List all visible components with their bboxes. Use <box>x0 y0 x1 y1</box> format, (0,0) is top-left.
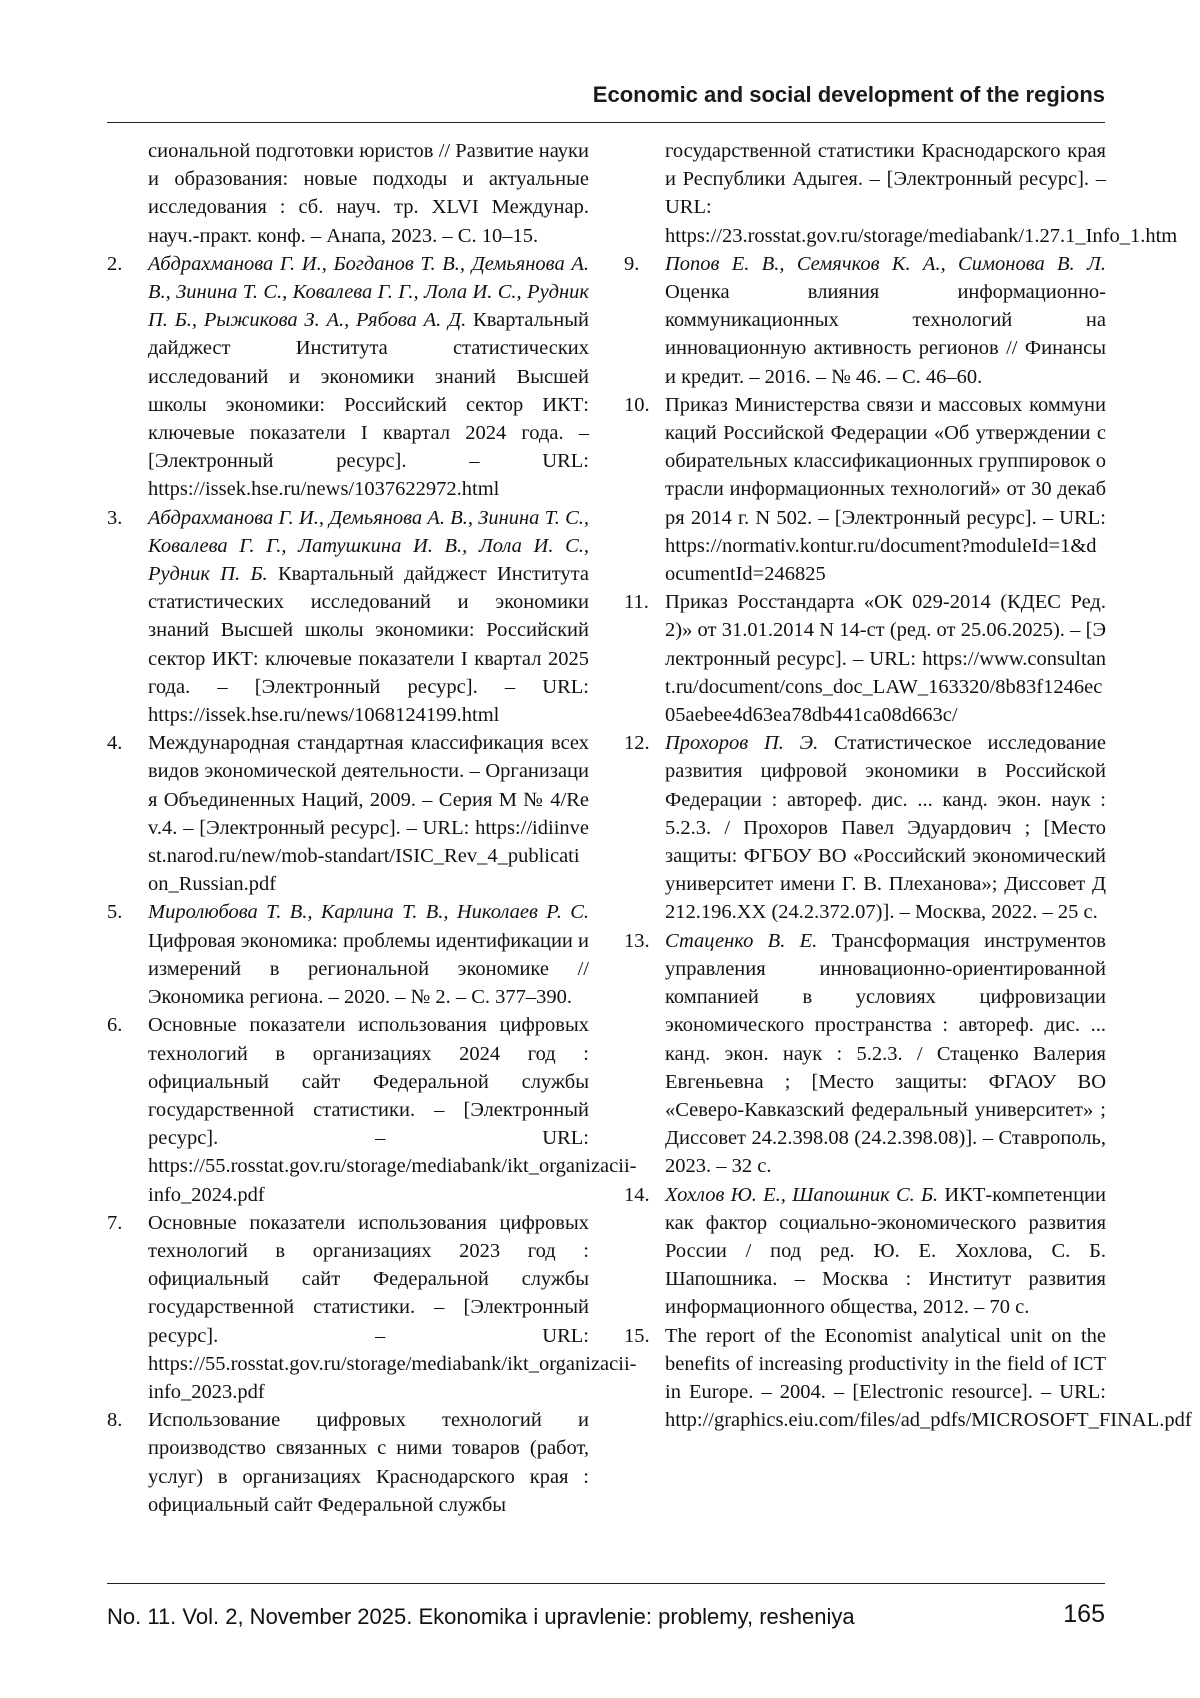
reference-item <box>107 1406 589 1519</box>
footer-citation: No. 11. Vol. 2, November 2025. Ekonomika i upravlenie: problemy, resheniya <box>107 1604 855 1630</box>
reference-text: сиональной подготовки юристов // Развитие науки и образования: новые подходы и актуальные исследования : сб. науч. тр. XLVI Междунар. науч.-практ. конф. – Анапа, 2023. – С. 10–15. <box>148 140 589 247</box>
reference-number: 15. <box>624 1322 650 1350</box>
reference-text: The report of the Economist analytical unit on the benefits of increasing productivity in the field of ICT in Europe. – 2004. – [Electronic resource]. – URL: http://graphics.eiu.com/files/ad_pdfs/MICROSOFT_FINAL.pdf <box>665 1325 1192 1432</box>
header-rule <box>107 122 1105 123</box>
reference-text: Использование цифровых технологий и производство связанных с ними товаров (работ, услуг) в организациях Краснодарского края : официальный сайт Федеральной службы <box>148 1409 589 1516</box>
reference-list-right <box>624 137 1106 1434</box>
page-number: 165 <box>1063 1600 1105 1629</box>
reference-authors: Миролюбова Т. В., Карлина Т. В., Николаев Р. С. <box>148 901 589 923</box>
reference-text: Трансформация инструментов управления инновационно-ориентированной компанией в условиях цифровизации экономического пространства : автореф. дис. ... канд. экон. наук : 5.2.3. / Стаценко Валерия Евгеньевна ; [Место защиты: ФГАОУ ВО «Северо-Кавказский федеральный университет» ; Диссовет 24.2.398.08 (24.2.398.08)]. – Ставрополь, 2023. – 32 с. <box>665 930 1106 1178</box>
reference-item <box>107 898 589 1011</box>
journal-page <box>0 0 1200 1698</box>
reference-text: ИКТ-компетенции как фактор социально-экономического развития России / под ред. Ю. Е. Хохлова, С. Б. Шапошника. – Москва : Институт развития информационного общества, 2012. – 70 с. <box>665 1184 1106 1319</box>
reference-text: Основные показатели использования цифровых технологий в организациях 2023 год : официальный сайт Федеральной службы государственной статистики. – [Электронный ресурс]. – URL: https://55.rosstat.gov.ru/storage/mediabank/ikt_organizacii-info_2023.pdf <box>148 1212 636 1403</box>
reference-number: 11. <box>624 588 649 616</box>
reference-text: Оценка влияния информационно-коммуникационных технологий на инновационную активность регионов // Финансы и кредит. – 2016. – № 46. – С. 46–60. <box>665 281 1106 388</box>
reference-item <box>107 1011 589 1208</box>
reference-number: 14. <box>624 1181 650 1209</box>
reference-authors: Абдрахманова Г. И., Богданов Т. В., Демьянова А. В., Зинина Т. С., Ковалева Г. Г., Лола И. С., Рудник П. Б., Рыжикова З. А., Рябова А. Д. <box>148 253 589 331</box>
reference-number: 7. <box>107 1209 122 1237</box>
reference-item <box>624 1322 1106 1435</box>
reference-text: государственной статистики Краснодарского края и Республики Адыгея. – [Электронный ресурс]. – URL: https://23.rosstat.gov.ru/storage/mediabank/1.27.1_Info_1.htm <box>665 140 1177 247</box>
reference-authors: Прохоров П. Э. <box>665 732 818 754</box>
reference-item <box>107 250 589 504</box>
reference-authors: Хохлов Ю. Е., Шапошник С. Б. <box>665 1184 938 1206</box>
reference-item <box>107 1209 589 1406</box>
reference-list-left <box>107 137 589 1519</box>
reference-item <box>107 729 589 898</box>
reference-item <box>624 391 1106 588</box>
reference-number: 6. <box>107 1011 122 1039</box>
reference-number: 9. <box>624 250 639 278</box>
reference-item <box>107 137 589 250</box>
reference-text: Статистическое исследование развития цифровой экономики в Российской Федерации : автореф. дис. ... канд. экон. наук : 5.2.3. / Прохоров Павел Эдуардович ; [Место защиты: ФГБОУ ВО «Российский экономический университет имени Г. В. Плеханова»; Диссовет Д 212.196.XX (24.2.372.07)]. – Москва, 2022. – 25 с. <box>665 732 1106 923</box>
reference-text: Приказ Министерства связи и массовых коммуникаций Российской Федерации «Об утверждении собирательных классификационных группировок отрасли информационных технологий» от 30 декабря 2014 г. N 502. – [Электронный ресурс]. – URL: https://normativ.kontur.ru/document?moduleId=1&documentId=246825 <box>665 394 1106 585</box>
reference-number: 8. <box>107 1406 122 1434</box>
footer-rule <box>107 1583 1105 1584</box>
reference-text: Цифровая экономика: проблемы идентификации и измерений в региональной экономике // Экономика региона. – 2020. – № 2. – С. 377–390. <box>148 930 589 1008</box>
reference-number: 12. <box>624 729 650 757</box>
reference-text: Основные показатели использования цифровых технологий в организациях 2024 год : официальный сайт Федеральной службы государственной статистики. – [Электронный ресурс]. – URL: https://55.rosstat.gov.ru/storage/mediabank/ikt_organizacii-info_2024.pdf <box>148 1014 636 1205</box>
reference-text: Квартальный дайджест Института статистических исследований и экономики знаний Высшей школы экономики: Российский сектор ИКТ: ключевые показатели I квартал 2024 года. – [Электронный ресурс]. – URL: https://issek.hse.ru/news/1037622972.html <box>148 309 589 500</box>
reference-number: 10. <box>624 391 650 419</box>
reference-item <box>624 729 1106 926</box>
reference-item <box>624 927 1106 1181</box>
reference-authors: Стаценко В. Е. <box>665 930 817 952</box>
reference-number: 3. <box>107 504 122 532</box>
running-head: Economic and social development of the regions <box>107 82 1105 108</box>
reference-authors: Абдрахманова Г. И., Демьянова А. В., Зинина Т. С., Ковалева Г. Г., Латушкина И. В., Лола И. С., Рудник П. Б. <box>148 507 589 585</box>
reference-item <box>624 137 1106 250</box>
reference-number: 4. <box>107 729 122 757</box>
reference-text: Квартальный дайджест Института статистических исследований и экономики знаний Высшей школы экономики: Российский сектор ИКТ: ключевые показатели I квартал 2025 года. – [Электронный ресурс]. – URL: https://issek.hse.ru/news/1068124199.html <box>148 563 589 726</box>
reference-item <box>107 504 589 730</box>
reference-item <box>624 250 1106 391</box>
reference-text: Приказ Росстандарта «ОК 029-2014 (КДЕС Ред. 2)» от 31.01.2014 N 14-ст (ред. от 25.06.2025). – [Электронный ресурс]. – URL: https://www.consultant.ru/document/cons_doc_LAW_163320/8b83f1246ec05aebee4d63ea78db441ca08d663c/ <box>665 591 1106 726</box>
reference-number: 2. <box>107 250 122 278</box>
reference-authors: Попов Е. В., Семячков К. А., Симонова В. Л. <box>665 253 1106 275</box>
reference-number: 5. <box>107 898 122 926</box>
reference-number: 13. <box>624 927 650 955</box>
reference-item <box>624 1181 1106 1322</box>
reference-item <box>624 588 1106 729</box>
reference-text: Международная стандартная классификация всех видов экономической деятельности. – Организация Объединенных Наций, 2009. – Серия М № 4/Rev.4. – [Электронный ресурс]. – URL: https://idiinvest.narod.ru/new/mob-standart/ISIC_Rev_4_publication_Russian.pdf <box>148 732 589 895</box>
